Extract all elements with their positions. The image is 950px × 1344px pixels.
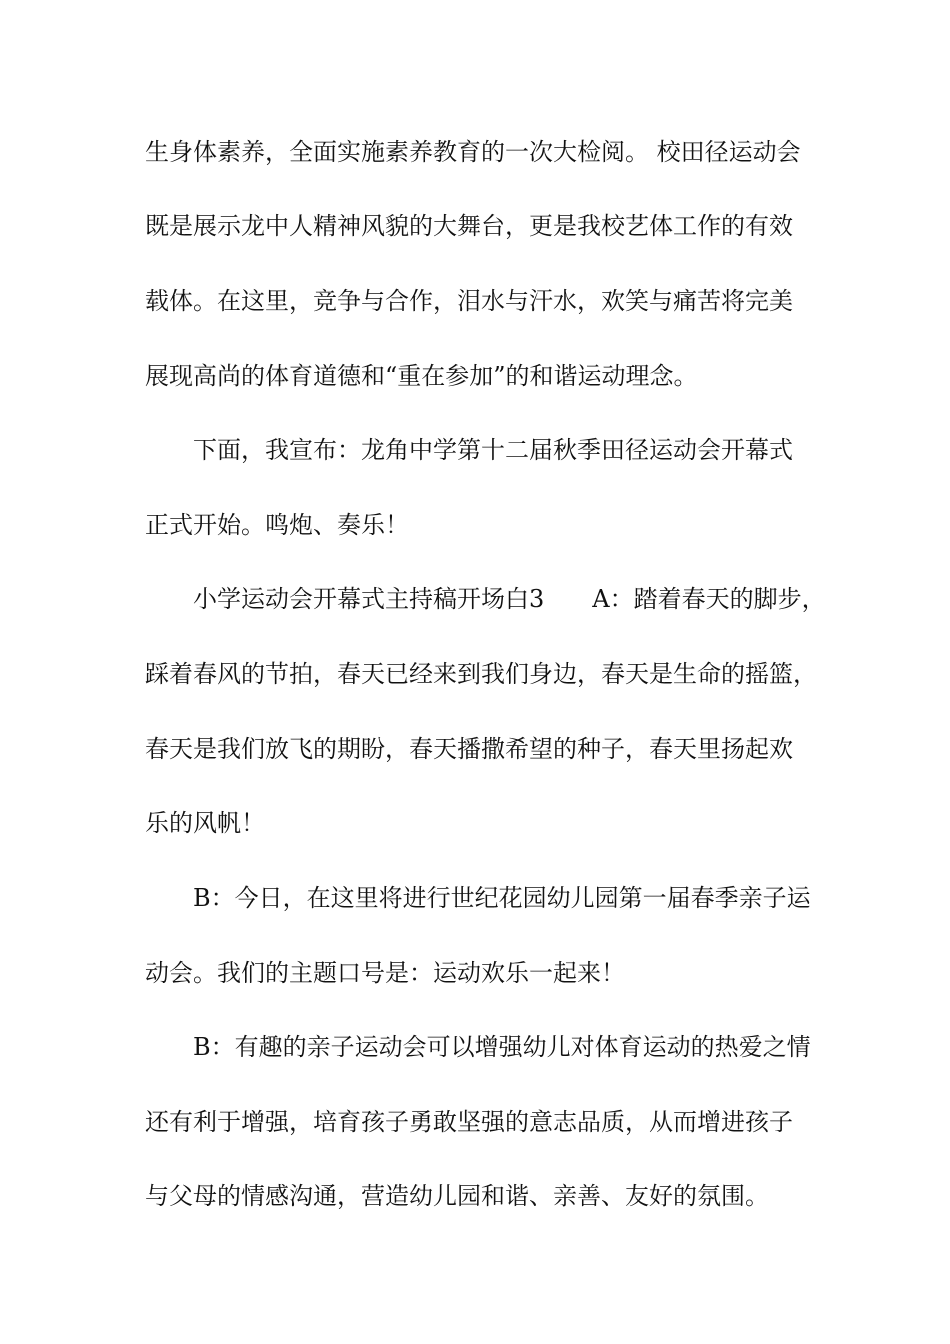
text-line: B：今日，在这里将进行世纪花园幼儿园第一届春季亲子运 — [193, 884, 811, 912]
text-line: B：有趣的亲子运动会可以增强幼儿对体育运动的热爱之情 — [193, 1033, 811, 1061]
text-line: 与父母的情感沟通，营造幼儿园和谐、亲善、友好的氛围。 — [145, 1182, 769, 1210]
text-line: 踩着春风的节拍，春天已经来到我们身边，春天是生命的摇篮， — [145, 660, 817, 688]
text-line: 小学运动会开幕式主持稿开场白3 A：踏着春天的脚步， — [193, 585, 826, 613]
text-line: 乐的风帆！ — [145, 809, 265, 837]
text-line: 动会。我们的主题口号是：运动欢乐一起来！ — [145, 959, 625, 987]
text-line: 载体。在这里，竞争与合作，泪水与汗水，欢笑与痛苦将完美 — [145, 287, 793, 315]
text-line: 展现高尚的体育道德和“重在参加”的和谐运动理念。 — [145, 362, 698, 390]
text-line: 既是展示龙中人精神风貌的大舞台，更是我校艺体工作的有效 — [145, 212, 793, 240]
text-line: 春天是我们放飞的期盼，春天播撒希望的种子，春天里扬起欢 — [145, 735, 793, 763]
text-line: 下面，我宣布：龙角中学第十二届秋季田径运动会开幕式 — [193, 436, 793, 464]
text-line: 还有利于增强，培育孩子勇敢坚强的意志品质，从而增进孩子 — [145, 1108, 793, 1136]
text-line: 正式开始。鸣炮、奏乐！ — [145, 511, 409, 539]
text-line: 生身体素养，全面实施素养教育的一次大检阅。 校田径运动会 — [145, 138, 801, 166]
